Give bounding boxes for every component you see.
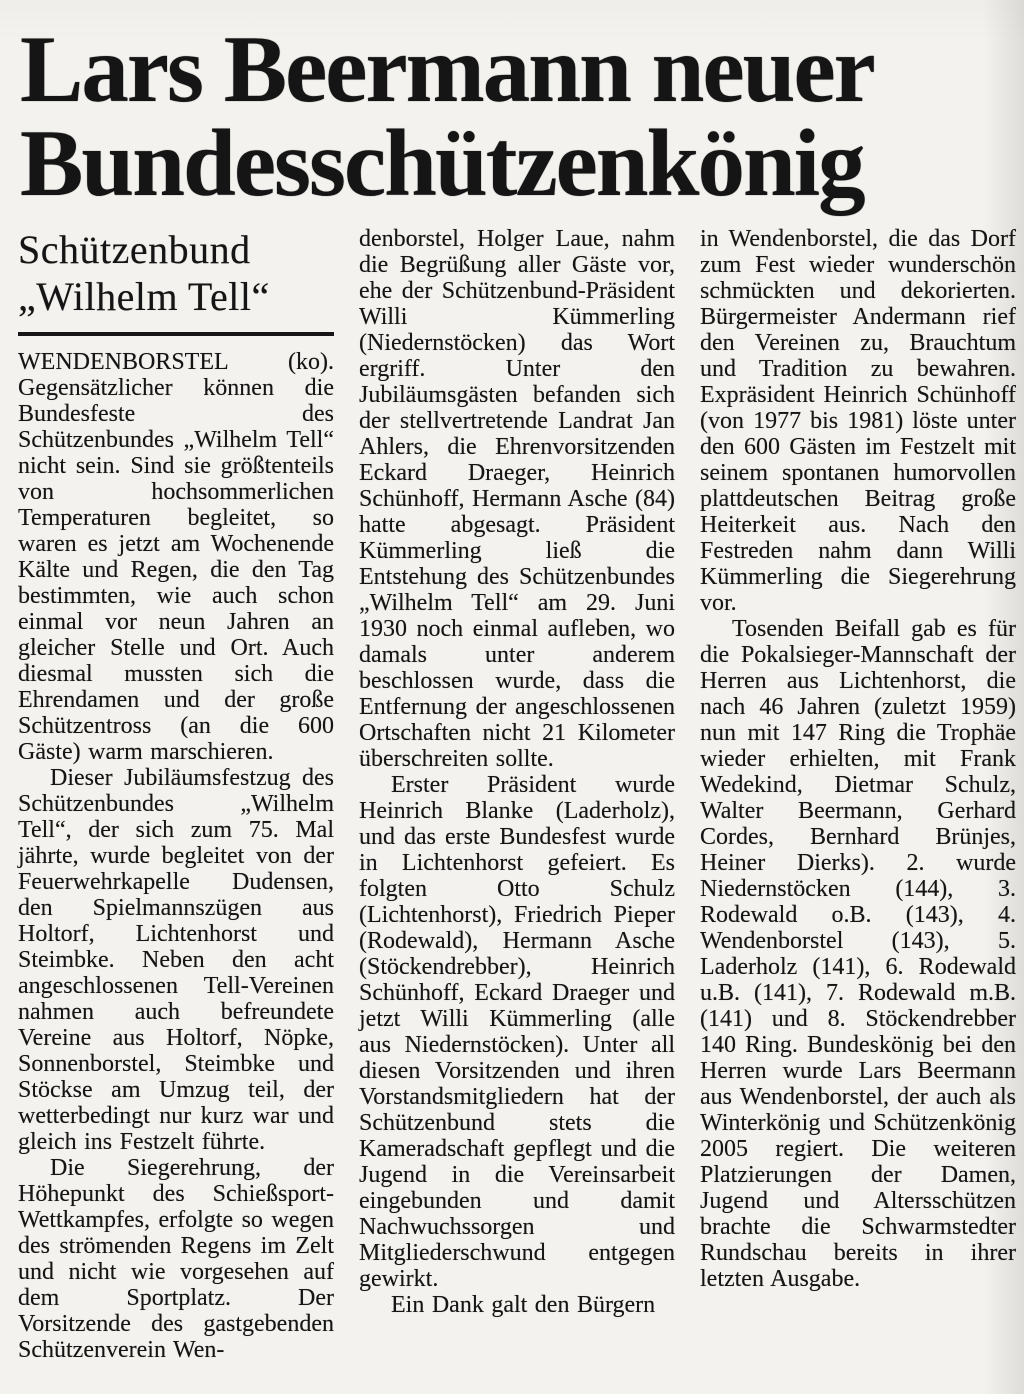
paragraph-lead: WENDENBORSTEL (ko). Gegensätzlicher können die Bundesfeste des Schützenbundes „Wilhelm Tell“ nicht sein. Sind sie größtenteils von hochsommerlichen Temperaturen begleitet, so waren es jetzt am Wochenende Kälte und Regen, die den Tag bestimmten, wie auch schon einmal vor neun Jahren an gleicher Stelle und Ort. Auch diesmal mussten sich die Ehrendamen und der große Schützentross (an die 600 Gäste) warm marschieren. <box>18 349 334 765</box>
subhead-line-1: Schützenbund <box>18 227 251 272</box>
headline-line-1: Lars Beermann neuer <box>20 16 874 122</box>
article-column-2 <box>359 226 675 1363</box>
paragraph-continuation: denborstel, Holger Laue, nahm die Begrüßung aller Gäste vor, ehe der Schützenbund-Präsident Willi Kümmerling (Niedernstöcken) das Wort ergriff. Unter den Jubiläumsgästen befanden sich der stellvertretende Landrat Jan Ahlers, die Ehrenvorsitzenden Eckard Draeger, Heinrich Schünhoff, Hermann Asche (84) hatte abgesagt. Präsident Kümmerling ließ die Entstehung des Schützenbundes „Wilhelm Tell“ am 29. Juni 1930 noch einmal aufleben, wo damals unter anderem beschlossen wurde, dass die Entfernung der angeschlossenen Ortschaften nicht 21 Kilometer überschreiten sollte. <box>359 226 675 772</box>
article-column-1 <box>18 226 334 1363</box>
paragraph: Tosenden Beifall gab es für die Pokalsieger-Mannschaft der Herren aus Lichtenhorst, die nach 46 Jahren (zuletzt 1959) nun mit 147 Ring die Trophäe wieder erhielten, mit Frank Wedekind, Dietmar Schulz, Walter Beermann, Gerhard Cordes, Bernhard Brünjes, Heiner Dierks). 2. wurde Niedernstöcken (144), 3. Rodewald o.B. (143), 4. Wendenborstel (143), 5. Laderholz (141), 6. Rodewald u.B. (141), 7. Rodewald m.B. (141) und 8. Stöckendrebber 140 Ring. Bundeskönig bei den Herren wurde Lars Beermann aus Wendenborstel, der auch als Winterkönig und Schützenkönig 2005 regiert. Die weiteren Platzierungen der Damen, Jugend und Altersschützen brachte die Schwarmstedter Rundschau bereits in ihrer letzten Ausgabe. <box>700 616 1016 1292</box>
headline-line-2: Bundesschützenkönig <box>20 110 864 216</box>
subhead-line-2: „Wilhelm Tell“ <box>18 274 270 319</box>
subhead-divider <box>18 332 334 336</box>
paragraph-continuation: in Wendenborstel, die das Dorf zum Fest wieder wunderschön schmückten und dekorierten. Bürgermeister Andermann rief den Vereinen zu, Brauchtum und Tradition zu bewahren. Expräsident Heinrich Schünhoff (von 1977 bis 1981) löste unter den 600 Gästen im Festzelt mit seinem spontanen humorvollen plattdeutschen Beitrag große Heiterkeit aus. Nach den Festreden nahm dann Willi Kümmerling die Siegerehrung vor. <box>700 226 1016 616</box>
article-subhead <box>18 226 334 320</box>
paragraph: Erster Präsident wurde Heinrich Blanke (Laderholz), und das erste Bundesfest wurde in Lichtenhorst gefeiert. Es folgten Otto Schulz (Lichtenhorst), Friedrich Pieper (Rodewald), Hermann Asche (Stöckendrebber), Heinrich Schünhoff, Eckard Draeger und jetzt Willi Kümmerling (alle aus Niedernstöcken). Unter all diesen Vorsitzenden und ihren Vorstandsmitgliedern hat der Schützenbund stets die Kameradschaft gepflegt und die Jugend in die Vereinsarbeit eingebunden und damit Nachwuchssorgen und Mitgliederschwund entgegen gewirkt. <box>359 772 675 1292</box>
paragraph: Ein Dank galt den Bürgern <box>391 1292 656 1318</box>
paragraph: Dieser Jubiläumsfestzug des Schützenbundes „Wilhelm Tell“, der sich zum 75. Mal jährte, wurde begleitet von der Feuerwehrkapelle Dudensen, den Spielmannszügen aus Holtorf, Lichtenhorst und Steimbke. Neben den acht angeschlossenen Tell-Vereinen nahmen auch befreundete Vereine aus Holtorf, Nöpke, Sonnenborstel, Steimbke und Stöckse am Umzug teil, der wetterbedingt nur kurz war und gleich ins Festzelt führte. <box>18 765 334 1155</box>
article-headline <box>0 0 1024 216</box>
article-column-3 <box>700 226 1016 1363</box>
article-body <box>0 210 1024 1363</box>
paragraph: Die Siegerehrung, der Höhepunkt des Schießsport-Wettkampfes, erfolgte so wegen des strömenden Regens im Zelt und nicht wie vorgesehen auf dem Sportplatz. Der Vorsitzende des gastgebenden Schützenverein Wen- <box>18 1155 334 1363</box>
